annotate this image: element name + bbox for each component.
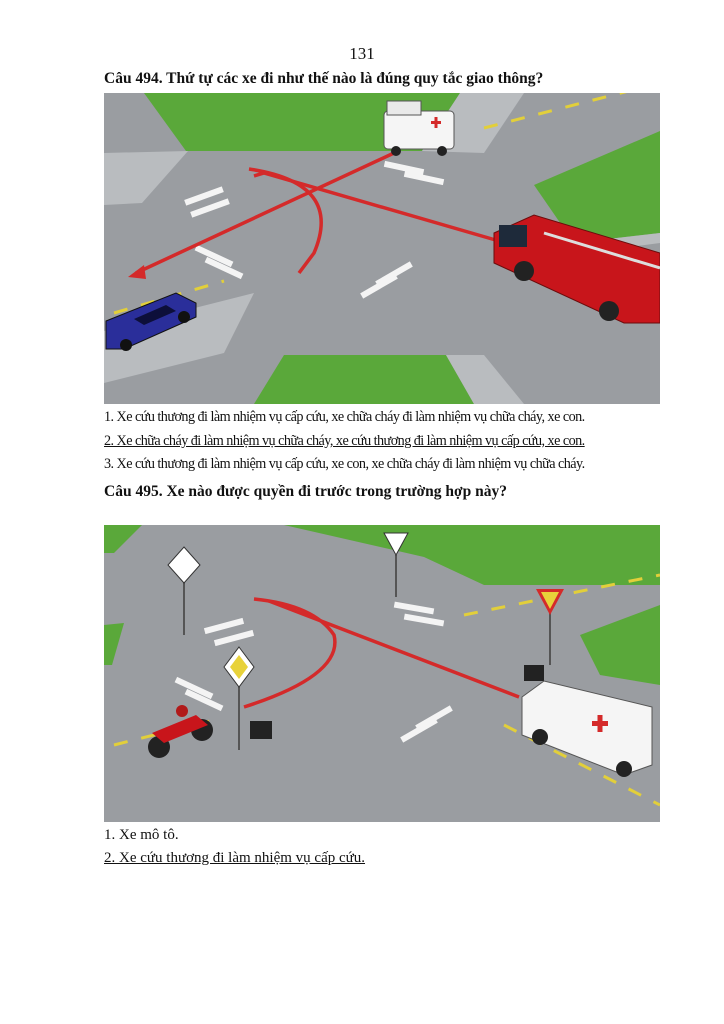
question-494-answer-3: 3. Xe cứu thương đi làm nhiệm vụ cấp cứu, xe con, xe chữa cháy đi làm nhiệm vụ chữa cháy. bbox=[104, 456, 585, 472]
question-495-answer-1: 1. Xe mô tô. bbox=[104, 827, 179, 843]
question-494-answer-2-correct: 2. Xe chữa cháy đi làm nhiệm vụ chữa cháy, xe cứu thương đi làm nhiệm vụ cấp cứu, xe con. bbox=[104, 433, 585, 449]
question-495-answer-2-correct: 2. Xe cứu thương đi làm nhiệm vụ cấp cứu. bbox=[104, 850, 366, 866]
question-495-heading: Câu 495. Xe nào được quyền đi trước trong trường hợp này? bbox=[104, 483, 507, 500]
question-494-illustration bbox=[104, 93, 660, 404]
question-494-answer-1: 1. Xe cứu thương đi làm nhiệm vụ cấp cứu, xe chữa cháy đi làm nhiệm vụ chữa cháy, xe con. bbox=[104, 409, 585, 425]
question-495-illustration bbox=[104, 525, 660, 822]
page-number: 131 bbox=[349, 44, 375, 63]
question-494-heading: Câu 494. Thứ tự các xe đi như thế nào là đúng quy tắc giao thông? bbox=[104, 70, 544, 87]
